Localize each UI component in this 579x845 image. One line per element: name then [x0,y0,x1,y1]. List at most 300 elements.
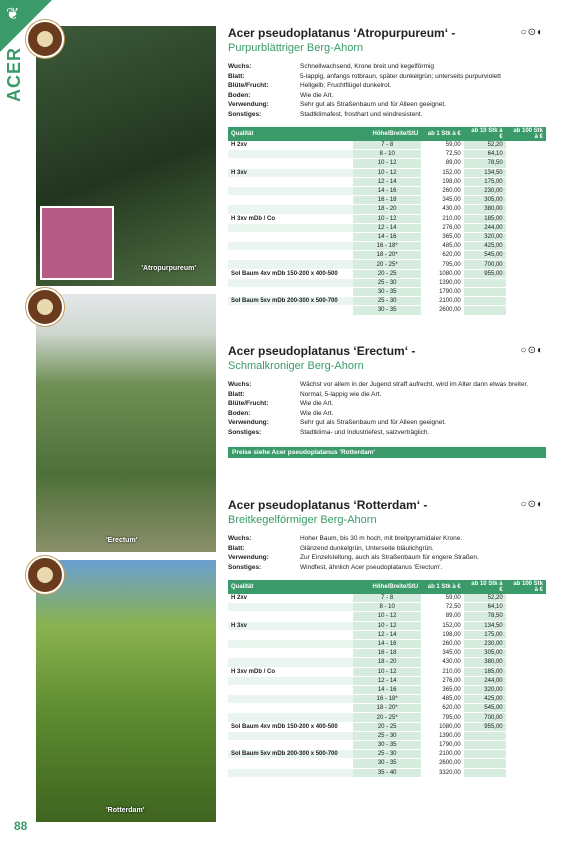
table-cell: 276,00 [421,223,464,232]
property-value: Schnellwachsend, Krone breit und kegelförmig [300,63,435,70]
table-row [228,658,546,667]
property-value: Wie die Art. [300,91,334,99]
property-label: Wuchs: [228,381,252,388]
table-cell [228,676,353,685]
table-cell [228,649,353,658]
table-cell: 20 - 25* [353,713,421,722]
property-value: Hellgelb; Fruchtflügel dunkelrot. [300,82,392,89]
table-cell: 20 - 25 [353,722,421,731]
table-cell: 10 - 12 [353,667,421,676]
table-cell: 12 - 14 [353,676,421,685]
table-cell [506,639,546,648]
table-cell: 52,20 [464,141,506,150]
site-requirement-icons: ○⊙◐ [520,27,544,38]
table-cell [506,695,546,704]
table-cell: 12 - 14 [353,223,421,232]
table-cell: 210,00 [421,667,464,676]
table-row [228,251,546,260]
table-cell: 485,00 [421,695,464,704]
property-row [228,534,546,544]
table-cell: 64,10 [464,603,506,612]
table-cell [506,741,546,750]
table-row [228,278,546,287]
table-cell: Sol Baum 5xv mDb 200-300 x 500-700 [228,297,353,306]
photo-caption: 'Atropurpureum' [141,265,196,272]
property-list [228,380,546,437]
table-cell: H 3xv mDb / Co [228,667,353,676]
table-cell: 244,00 [464,676,506,685]
photo-erectum [36,294,216,552]
table-cell: 12 - 14 [353,630,421,639]
table-cell: H 3xv [228,168,353,177]
table-cell [464,297,506,306]
table-cell [228,260,353,269]
column-header: Qualität [228,580,353,594]
table-cell: 89,00 [421,612,464,621]
section-rotterdam [228,498,546,778]
table-cell: 18 - 20 [353,658,421,667]
table-row [228,232,546,241]
table-cell: 134,50 [464,621,506,630]
table-cell [228,768,353,777]
column-header: Höhe/Breite/StU [353,127,421,141]
table-cell: 380,00 [464,658,506,667]
table-cell: 18 - 20* [353,251,421,260]
table-cell [506,260,546,269]
table-cell: 545,00 [464,251,506,260]
table-cell [506,278,546,287]
table-cell [228,612,353,621]
table-cell: 545,00 [464,704,506,713]
table-cell: 18 - 20* [353,704,421,713]
table-row [228,741,546,750]
property-value: Windfest, ähnlich Acer pseudoplatanus 'Erectum'. [300,563,443,571]
site-requirement-icons: ○⊙◐ [520,345,544,356]
table-cell [506,768,546,777]
table-cell: 175,00 [464,177,506,186]
table-cell [228,695,353,704]
table-cell: 16 - 18 [353,196,421,205]
property-list [228,534,546,572]
table-cell: 72,50 [421,150,464,159]
property-value: Stadtklima- und Industriefest, salzverträglich. [300,428,430,436]
table-cell: 78,50 [464,612,506,621]
table-cell [464,306,506,315]
table-cell: 230,00 [464,186,506,195]
table-cell: 1390,00 [421,278,464,287]
property-row [228,110,546,120]
property-row [228,553,546,563]
table-cell [464,741,506,750]
table-cell: 16 - 18* [353,695,421,704]
property-label: Blatt: [228,544,245,552]
table-cell [506,186,546,195]
table-row [228,269,546,278]
table-cell [228,177,353,186]
table-cell: 1790,00 [421,288,464,297]
site-requirement-icons: ○⊙◐ [520,499,544,510]
table-cell: 1790,00 [421,741,464,750]
property-value: Glänzend dunkelgrün, Unterseite bläulichgrün. [300,544,434,552]
table-row [228,759,546,768]
table-row [228,141,546,150]
table-cell: 260,00 [421,639,464,648]
table-cell: 152,00 [421,621,464,630]
table-row [228,297,546,306]
table-cell: 30 - 35 [353,741,421,750]
table-cell: 1390,00 [421,731,464,740]
table-cell [506,242,546,251]
table-cell: 305,00 [464,649,506,658]
table-cell: 10 - 12 [353,612,421,621]
table-cell: 2100,00 [421,297,464,306]
table-cell: 620,00 [421,251,464,260]
table-row [228,603,546,612]
table-cell [506,177,546,186]
property-label: Wuchs: [228,535,252,542]
table-row [228,214,546,223]
table-cell: 230,00 [464,639,506,648]
table-row [228,177,546,186]
table-cell [506,297,546,306]
property-row [228,91,546,101]
table-cell: 14 - 16 [353,232,421,241]
table-cell: 3320,00 [421,768,464,777]
table-cell: 430,00 [421,658,464,667]
table-cell [506,676,546,685]
table-cell: 260,00 [421,186,464,195]
property-value: Stadtklimafest, frosthart und windresistent. [300,110,423,118]
table-cell: 365,00 [421,232,464,241]
table-cell [228,704,353,713]
table-cell [506,168,546,177]
table-row [228,621,546,630]
table-cell [228,205,353,214]
table-cell: 795,00 [421,260,464,269]
property-label: Sonstiges: [228,110,262,118]
price-table [228,580,546,778]
property-label: Wuchs: [228,63,252,70]
property-list [228,62,546,119]
table-row [228,306,546,315]
table-cell: 1080,00 [421,722,464,731]
page-number: 88 [14,819,28,833]
column-header: Qualität [228,127,353,141]
table-cell: 320,00 [464,685,506,694]
table-cell [506,759,546,768]
table-cell [228,288,353,297]
property-label: Blatt: [228,72,245,80]
table-row [228,731,546,740]
property-value: Hoher Baum, bis 30 m hoch, mit breitpyramidaler Krone. [300,535,463,542]
table-cell: 955,00 [464,722,506,731]
table-cell [464,278,506,287]
table-cell: 25 - 30 [353,297,421,306]
table-cell: 35 - 40 [353,768,421,777]
table-row [228,205,546,214]
table-cell [228,731,353,740]
table-cell: 8 - 10 [353,603,421,612]
table-cell: 345,00 [421,649,464,658]
product-subtitle: Purpurblättriger Berg-Ahorn [228,42,364,54]
table-cell: H 3xv [228,621,353,630]
table-cell [228,186,353,195]
table-cell: 1080,00 [421,269,464,278]
table-cell [506,251,546,260]
table-row [228,260,546,269]
table-cell: 700,00 [464,713,506,722]
property-row [228,563,546,573]
property-value: Wächst vor allem in der Jugend straff aufrecht, wird im Alter dann etwas breiter. [300,381,529,388]
table-cell [228,741,353,750]
table-cell [506,223,546,232]
quality-seal-icon [26,288,64,326]
leaf-icon: ❦ [6,6,20,23]
table-row [228,186,546,195]
table-cell: 89,00 [421,159,464,168]
table-cell [228,242,353,251]
property-value: Zur Einzelstellung, auch als Straßenbaum für engere Straßen. [300,554,479,561]
table-row [228,196,546,205]
table-cell: Sol Baum 5xv mDb 200-300 x 500-700 [228,750,353,759]
table-cell: 430,00 [421,205,464,214]
column-header: ab 1 Stk à € [421,580,464,594]
product-subtitle: Breitkegelförmiger Berg-Ahorn [228,514,377,526]
table-cell [228,223,353,232]
table-cell: 52,20 [464,594,506,603]
table-cell: 955,00 [464,269,506,278]
quality-seal-icon [26,556,64,594]
table-cell [506,704,546,713]
table-row [228,223,546,232]
table-cell: 320,00 [464,232,506,241]
table-cell [464,768,506,777]
table-cell [506,713,546,722]
column-header: ab 100 Stk à € [506,580,546,594]
table-cell: 425,00 [464,242,506,251]
table-cell: 10 - 12 [353,621,421,630]
table-cell: 16 - 18 [353,649,421,658]
property-label: Blatt: [228,390,245,398]
table-row [228,704,546,713]
table-cell: 30 - 35 [353,306,421,315]
table-row [228,594,546,603]
table-cell [506,731,546,740]
section-atropurpureum [228,26,546,316]
table-cell: 18 - 20 [353,205,421,214]
property-label: Verwendung: [228,419,269,426]
table-cell: 25 - 30 [353,731,421,740]
table-cell: 795,00 [421,713,464,722]
table-cell: 2600,00 [421,306,464,315]
table-cell [464,731,506,740]
property-label: Sonstiges: [228,428,262,436]
table-cell: H 3xv mDb / Co [228,214,353,223]
property-label: Verwendung: [228,554,269,561]
table-cell: 64,10 [464,150,506,159]
property-value: 5-lappig, anfangs rotbraun, später dunkelgrün; unterseits purpurviolett [300,72,501,80]
product-title: Acer pseudoplatanus ‘Erectum‘ - [228,344,416,358]
table-cell [228,658,353,667]
table-cell [228,639,353,648]
product-subtitle: Schmalkroniger Berg-Ahorn [228,360,364,372]
table-cell: 25 - 30 [353,278,421,287]
table-cell: 185,00 [464,667,506,676]
table-row [228,667,546,676]
column-header: Höhe/Breite/StU [353,580,421,594]
table-cell: 134,50 [464,168,506,177]
table-cell: 25 - 30 [353,750,421,759]
table-cell: H 2xv [228,141,353,150]
table-cell [506,196,546,205]
property-row [228,399,546,409]
table-row [228,713,546,722]
table-cell: 7 - 8 [353,594,421,603]
table-row [228,639,546,648]
table-row [228,750,546,759]
table-cell: 305,00 [464,196,506,205]
table-row [228,630,546,639]
table-cell [228,196,353,205]
table-cell: 345,00 [421,196,464,205]
table-row [228,676,546,685]
table-cell [228,306,353,315]
table-cell [228,251,353,260]
table-cell [506,150,546,159]
photo-caption: 'Erectum' [106,537,138,544]
table-cell: 380,00 [464,205,506,214]
property-row [228,380,546,390]
table-cell: 365,00 [421,685,464,694]
product-title: Acer pseudoplatanus ‘Atropurpureum‘ - [228,26,456,40]
table-cell: 20 - 25 [353,269,421,278]
property-row [228,62,546,72]
table-cell: 198,00 [421,177,464,186]
table-cell [506,306,546,315]
table-cell: 620,00 [421,704,464,713]
column-header: ab 10 Stk à € [464,127,506,141]
table-cell [506,658,546,667]
table-cell: 10 - 12 [353,168,421,177]
table-cell: 425,00 [464,695,506,704]
table-cell [228,278,353,287]
table-row [228,242,546,251]
table-cell: 8 - 10 [353,150,421,159]
section-erectum [228,344,546,458]
table-cell [506,269,546,278]
property-row [228,428,546,438]
table-cell: 78,50 [464,159,506,168]
table-cell: 175,00 [464,630,506,639]
property-label: Boden: [228,409,251,417]
table-cell: 276,00 [421,676,464,685]
table-cell [506,603,546,612]
column-header: ab 1 Stk à € [421,127,464,141]
table-cell: 244,00 [464,223,506,232]
leaf-inset-photo [40,206,114,280]
table-cell [228,159,353,168]
property-label: Blüte/Frucht: [228,82,269,89]
quality-seal-icon [26,20,64,58]
table-cell: 7 - 8 [353,141,421,150]
table-cell: 152,00 [421,168,464,177]
table-cell: 14 - 16 [353,685,421,694]
table-cell: 700,00 [464,260,506,269]
property-row [228,418,546,428]
table-cell [506,667,546,676]
property-row [228,100,546,110]
table-row [228,722,546,731]
table-cell: 20 - 25* [353,260,421,269]
table-cell [506,722,546,731]
property-row [228,409,546,419]
table-cell [506,141,546,150]
table-cell [506,630,546,639]
table-cell: 10 - 12 [353,159,421,168]
table-cell [506,232,546,241]
table-cell: Sol Baum 4xv mDb 150-200 x 400-500 [228,722,353,731]
property-row [228,72,546,82]
side-label: ACER [4,46,24,102]
table-cell [464,759,506,768]
table-cell [228,713,353,722]
property-value: Wie die Art. [300,409,334,417]
property-value: Sehr gut als Straßenbaum und für Alleen geeignet. [300,101,446,108]
table-row [228,768,546,777]
photo-atropurpureum [36,26,216,286]
table-cell [228,150,353,159]
table-cell: 198,00 [421,630,464,639]
table-cell [506,621,546,630]
property-row [228,81,546,91]
property-value: Sehr gut als Straßenbaum und für Alleen geeignet. [300,419,446,426]
property-label: Blüte/Frucht: [228,400,269,407]
property-value: Normal, 5-lappig wie die Art. [300,390,382,398]
table-cell [506,205,546,214]
table-cell: 72,50 [421,603,464,612]
table-cell: 14 - 16 [353,186,421,195]
table-cell: 210,00 [421,214,464,223]
table-cell [228,603,353,612]
product-title: Acer pseudoplatanus ‘Rotterdam‘ - [228,498,428,512]
table-cell [506,649,546,658]
price-reference-notice: Preise siehe Acer pseudoplatanus 'Rotterdam' [228,447,546,458]
table-cell: 16 - 18* [353,242,421,251]
table-row [228,685,546,694]
property-label: Boden: [228,91,251,99]
table-row [228,288,546,297]
table-cell [506,685,546,694]
table-cell: 14 - 16 [353,639,421,648]
property-value: Wie die Art. [300,400,334,407]
table-cell [506,594,546,603]
table-cell: 59,00 [421,141,464,150]
table-row [228,168,546,177]
property-row [228,544,546,554]
table-cell: H 2xv [228,594,353,603]
table-cell [506,159,546,168]
table-cell: 59,00 [421,594,464,603]
table-cell: 10 - 12 [353,214,421,223]
table-cell [464,288,506,297]
table-cell [228,630,353,639]
photo-caption: 'Rotterdam' [106,807,145,814]
table-cell: 2100,00 [421,750,464,759]
table-row [228,649,546,658]
table-row [228,159,546,168]
table-cell [506,612,546,621]
table-cell: Sol Baum 4xv mDb 150-200 x 400-500 [228,269,353,278]
